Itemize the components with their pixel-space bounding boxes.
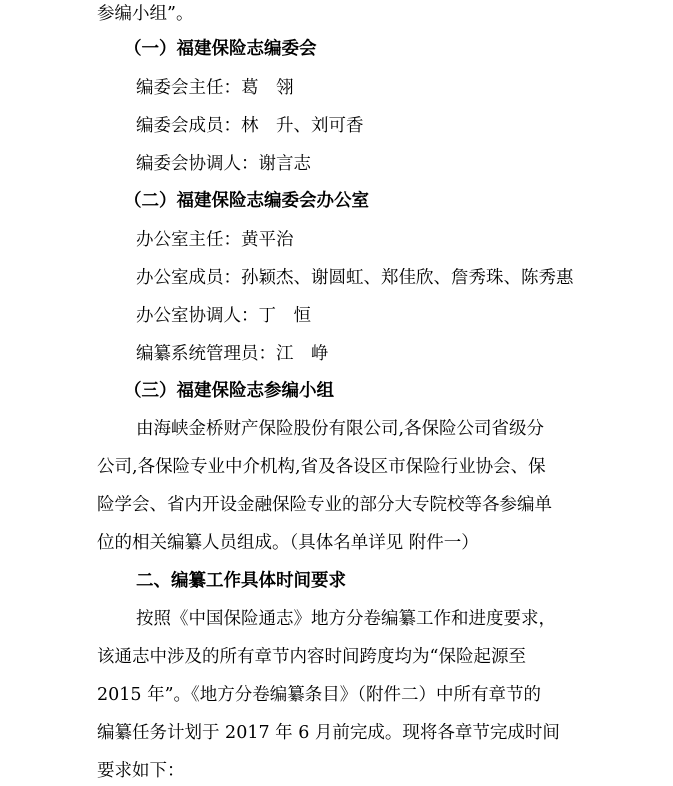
office-coordinator: 办公室协调人：丁 恒 [136, 306, 311, 326]
paragraph-line: 编纂任务计划于 2017 年 6 月前完成。现将各章节完成时间 [97, 723, 560, 743]
section-heading-3: （三）福建保险志参编小组 [124, 381, 334, 401]
paragraph-line: 按照《中国保险通志》地方分卷编纂工作和进度要求， [136, 609, 556, 629]
paragraph-line: 2015 年”。《地方分卷编纂条目》（附件二）中所有章节的 [97, 685, 542, 705]
system-administrator: 编纂系统管理员：江 峥 [136, 344, 329, 364]
paragraph-line: 公司,各保险专业中介机构,省及各设区市保险行业协会、保 [97, 457, 546, 477]
paragraph-line: 该通志中涉及的所有章节内容时间跨度均为“保险起源至 [97, 647, 526, 667]
committee-director: 编委会主任：葛 翎 [136, 78, 294, 98]
paragraph-line: 由海峡金桥财产保险股份有限公司,各保险公司省级分 [136, 419, 545, 439]
paragraph-line: 要求如下： [97, 761, 185, 781]
section-heading-2: （二）福建保险志编委会办公室 [124, 191, 369, 211]
text-line-continuation: 参编小组”。 [97, 4, 194, 24]
chapter-heading-2: 二、编纂工作具体时间要求 [136, 571, 346, 591]
office-members: 办公室成员：孙颖杰、谢圆虹、郑佳欣、詹秀珠、陈秀惠 [136, 268, 574, 288]
paragraph-line: 险学会、省内开设金融保险专业的部分大专院校等各参编单 [97, 495, 552, 515]
committee-members: 编委会成员：林 升、刘可香 [136, 116, 364, 136]
committee-coordinator: 编委会协调人：谢言志 [136, 154, 311, 174]
section-heading-1: （一）福建保险志编委会 [124, 39, 317, 59]
office-director: 办公室主任：黄平治 [136, 230, 294, 250]
paragraph-line: 位的相关编纂人员组成。（具体名单详见 附件一） [97, 533, 479, 553]
